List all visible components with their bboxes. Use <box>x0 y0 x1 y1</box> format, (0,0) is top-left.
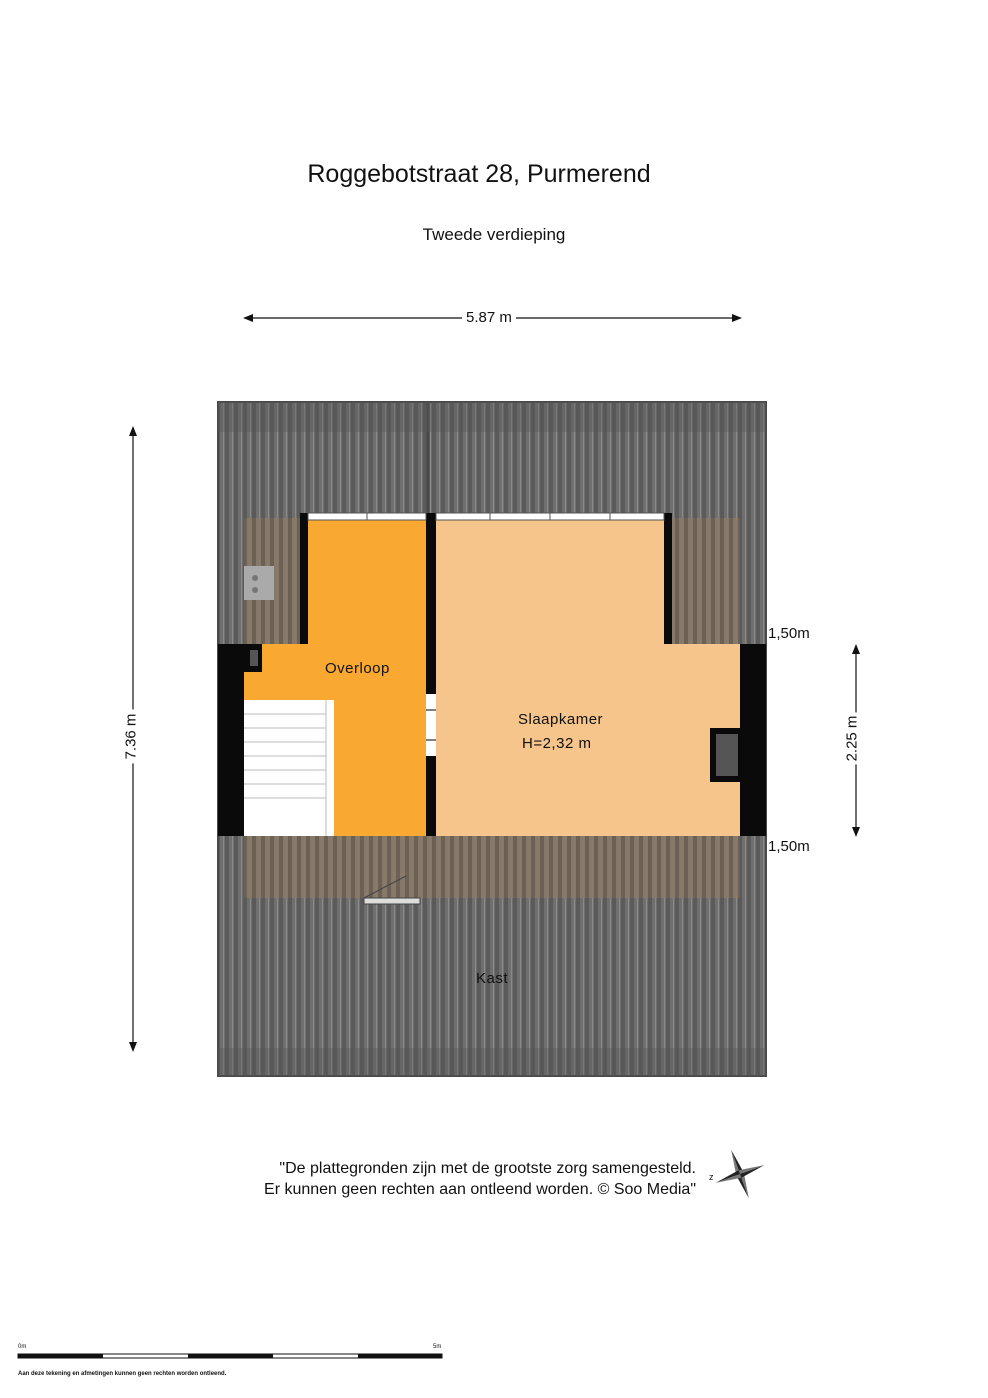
height-marker-bottom: 1,50m <box>768 838 810 855</box>
compass-letter: z <box>709 1172 714 1182</box>
sink <box>244 566 274 600</box>
scale-bar <box>18 1354 442 1358</box>
door-opening <box>426 694 436 756</box>
kast-label: Kast <box>476 970 509 987</box>
compass-icon <box>707 1141 774 1208</box>
slaapkamer-height-label: H=2,32 m <box>522 735 592 752</box>
right-span-label: 2.25 m <box>843 713 860 765</box>
disclaimer <box>264 1158 696 1200</box>
height-marker-top: 1,50m <box>768 625 810 642</box>
scale-end-label: 5m <box>433 1344 442 1350</box>
staircase <box>244 700 334 836</box>
attic-floor-bottom <box>244 836 740 898</box>
attic-floor-right <box>668 518 740 644</box>
slaapkamer-label: Slaapkamer <box>518 711 604 728</box>
height-label: 7.36 m <box>122 710 139 764</box>
disclaimer-line-2: Er kunnen geen rechten aan ontleend worden. © Soo Media" <box>264 1181 696 1198</box>
width-label: 5.87 m <box>462 309 516 326</box>
page-title: Roggebotstraat 28, Purmerend <box>307 160 651 188</box>
disclaimer-line-1: "De plattegronden zijn met de grootste zorg samengesteld. <box>279 1160 696 1177</box>
footer-note: Aan deze tekening en afmetingen kunnen geen rechten worden ontleend. <box>18 1371 227 1377</box>
overloop-label: Overloop <box>325 660 390 677</box>
windows <box>308 513 664 520</box>
scale-start-label: 0m <box>18 1344 27 1350</box>
floor-name: Tweede verdieping <box>422 225 566 244</box>
